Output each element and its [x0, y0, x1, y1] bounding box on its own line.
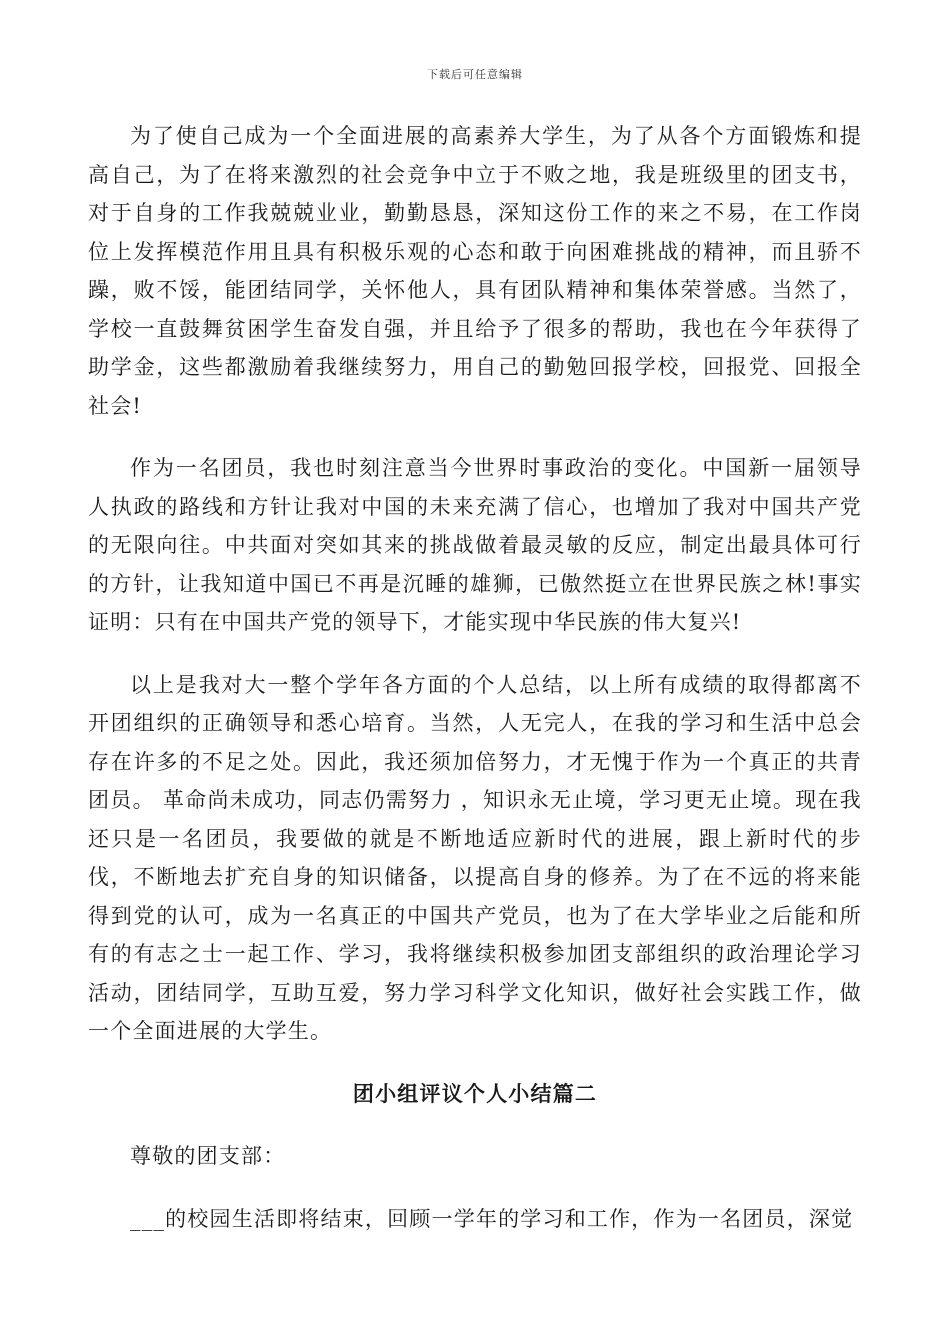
paragraph-3: 以上是我对大一整个学年各方面的个人总结，以上所有成绩的取得都离不开团组织的正确领导和悉心培育。当然，人无完人，在我的学习和生活中总会存在许多的不足之处。因此，我还须加倍努力，才无愧于作为一个真正的共青团员。 革命尚未成功，同志仍需努力 ，知识永无止境，学习更无止境。现在我还只是一名团员，我要做的就是不断地适应新时代的进展，跟上新时代的步伐，不断地去扩充自身的知识储备，以提高自身的修养。为了在不远的将来能得到党的认可，成为一名真正的中国共产党员，也为了在大学毕业之后能和所有的有志之士一起工作、学习，我将继续积极参加团支部组织的政治理论学习活动，团结同学，互助互爱，努力学习科学文化知识，做好社会实践工作，做一个全面进展的大学生。: [88, 672, 862, 1043]
header-note: 下载后可任意编辑: [427, 68, 523, 81]
paragraph-4: ___的校园生活即将结束，回顾一学年的学习和工作，作为一名团员，深觉: [130, 1206, 854, 1231]
salutation: 尊敬的团支部：: [130, 1144, 286, 1168]
paragraph-2: 作为一名团员，我也时刻注意当今世界时事政治的变化。中国新一届领导人执政的路线和方针让我对中国的未来充满了信心，也增加了我对中国共产党的无限向往。中共面对突如其来的挑战做着最灵敏的反应，制定出最具体可行的方针，让我知道中国已不再是沉睡的雄狮，已傲然挺立在世界民族之林!事实证明：只有在中国共产党的领导下，才能实现中华民族的伟大复兴!: [88, 456, 862, 634]
document-body: [88, 117, 862, 1238]
paragraph-1: 为了使自己成为一个全面进展的高素养大学生，为了从各个方面锻炼和提高自己，为了在将来激烈的社会竞争中立于不败之地，我是班级里的团支书，对于自身的工作我兢兢业业，勤勤恳恳，深知这份工作的来之不易，在工作岗位上发挥模范作用且具有积极乐观的心态和敢于向困难挑战的精神，而且骄不躁，败不馁，能团结同学，关怀他人，具有团队精神和集体荣誉感。当然了，学校一直鼓舞贫困学生奋发自强，并且给予了很多的帮助，我也在今年获得了助学金，这些都激励着我继续努力，用自己的勤勉回报学校，回报党、回报全社会!: [88, 124, 862, 418]
section-title: 团小组评议个人小结篇二: [352, 1080, 598, 1106]
